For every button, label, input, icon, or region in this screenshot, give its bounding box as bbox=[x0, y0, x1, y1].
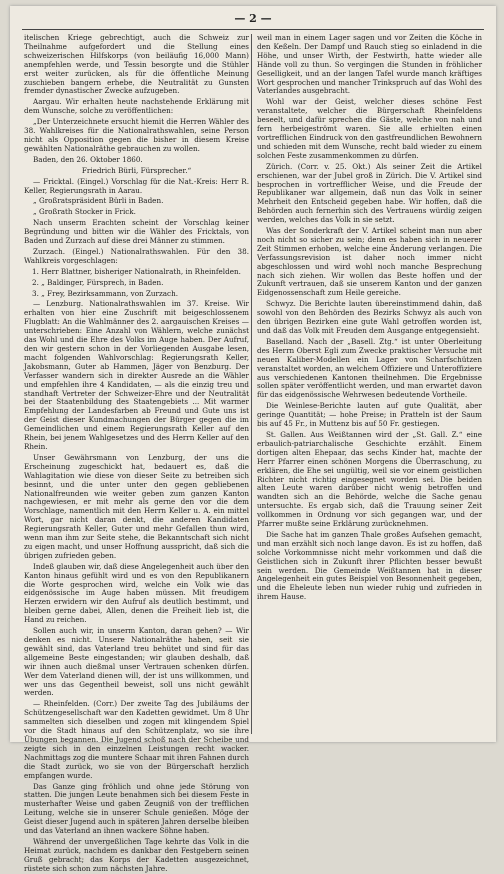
page-number: — 2 — bbox=[234, 12, 272, 25]
right-column-paragraph: Baselland. Nach der „Basell. Ztg.“ ist unter Oberleitung des Herrn Oberst Egli zum Zwecke praktischer Versuche mit neuen Kaliber-Modellen ein Lager von Scharfschützen veranstaltet worden, an welchem Offiziere und Unteroffiziere aus verschiedenen Kantonen theilnehmen. Die Ergebnisse sollen später veröffentlicht werden, und man erwartet davon für das eidgenössische Wehrwesen bedeutende Vortheile. bbox=[257, 336, 482, 400]
left-column-paragraph: 1. Herr Blattner, bisheriger Nationalrath, in Rheinfelden. bbox=[32, 266, 241, 276]
left-column-paragraph: Indeß glauben wir, daß diese Angelegenheit auch über den Kanton hinaus gefühlt wird und es von den Republikanern die Worte gesprochen wird, welche ein Volk wie das eidgenössische im Auge haben müssen. Mit freudigem Herzen erwidern wir den Aufruf als deutlich bestimmt, und bleiben gerne dabei, Allen, denen die Freiheit lieb ist, die Hand zu reichen. bbox=[24, 561, 249, 625]
left-column-paragraph: — Lenzburg. Nationalrathswahlen im 37. Kreise. Wir erhalten von hier eine Zuschrift mit beigeschlossenem Flugblatt: An die Wahlmänner des 2. aargauischen Kreises — unterschrieben: Eine Anzahl von Wählern, welche zunächst das Wohl und die Ehre des Volks im Auge haben. Der Aufruf, den wir gestern schon in der Vorliegenden Ausgabe lesen, macht folgenden Wahlvorschlag: Regierungsrath Keller, Jakobsmann, Guter ab Hammen, Jäger von Benzburg. Der Verfasser wandern sich in direkter Ausrede an die Wähler und empfehlen ihre 4 Kandidaten, — als die einzig treu und standhaft Vertreter der Schweizer-Ehre und der Neutralität bei der Staatenbildung des Staatengebiets ... Mit warmer Empfehlung der Landesfarben ab Freund und Gute uns ist der Geist dieser Kundmachungen der Bürger gegen die im Gemeindlichen und einem Regierungsrath Keller auf den Rhein, bei jenem Wahlgesetzes und des Herrn Keller auf den Rhein. bbox=[24, 299, 249, 451]
right-column bbox=[257, 34, 482, 734]
left-column bbox=[24, 33, 249, 873]
right-column-paragraph: Die Sache hat im ganzen Thale großes Aufsehen gemacht, und man erzählt sich noch lange davon. Es ist zu hoffen, daß solche Vorkommnisse nicht mehr vorkommen und daß die Geistlichen sich in Zukunft ihrer Pflichten besser bewußt sein werden. Die Gemeinde Weißtannen hat in dieser Angelegenheit ein gutes Beispiel von Besonnenheit gegeben, und die Eheleute leben nun wieder ruhig und zufrieden in ihrem Hause. bbox=[257, 529, 482, 602]
left-column-paragraph: Unser Gewährsmann von Lenzburg, der uns die Erscheinung zugeschickt hat, bedauert es, daß die Wahlagitation wie diese von dieser Seite zu betreiben sich besinnt, und die unter unter den gegen gebliebenen Nationalfreunden wie weiter geben zum ganzen Kanton nachgewiesen, er mit mehr als gerne den vor die dem Vorschlage, namentlich mit den Herrn Keller u. A. ein mittel Wort, gar nicht daran denkt, die anderen Kandidaten Regierungsrath Keller, Guter und mehr Gefallen thun wird, wenn man ihm zur Seite stehe, die Bekanntschaft sich nicht zu eigen macht, und unser Hoffnung ausspricht, daß sich die übrigen zufrieden geben. bbox=[24, 452, 249, 560]
left-column-paragraph: Nach unserm Erachten scheint der Vorschlag keiner Begründung und bitten wir die Wähler des Fricktals, von Baden und Zurzach auf diese drei Männer zu stimmen. bbox=[24, 218, 249, 246]
left-column-paragraph: — Rheinfelden. (Corr.) Der zweite Tag des Jubiläums der Schützengesellschaft war den Kadetten gewidmet. Um 8 Uhr sammelten sich dieselben und zogen mit klingendem Spiel vor die Stadt hinaus auf den Schützenplatz, wo sie ihre Übungen begannen. Die Jugend schoß nach der Scheibe und zeigte sich in den einzelnen Leistungen recht wacker. Nachmittags zog die muntere Schaar mit ihren Fahnen durch die Stadt zurück, wo sie von der Bürgerschaft herzlich empfangen wurde. bbox=[24, 699, 249, 780]
left-column-paragraph: — Fricktal. (Eingel.) Vorschlag für die Nat.-Kreis: Herr R. Keller, Regierungsrath in Aarau. bbox=[24, 176, 249, 195]
left-column-paragraph: Baden, den 26. Oktober 1860. bbox=[33, 154, 143, 164]
newspaper-page bbox=[10, 6, 496, 873]
left-column-paragraph: Während der unvergeßlichen Tage kehrte das Volk in die Heimat zurück, nachdem es dankbar den Festgebern seinen Gruß gebracht; das Korps der Kadetten ausgezeichnet, rüstete sich schon zum nächsten Jahre. bbox=[24, 836, 249, 873]
right-column-paragraph: Zürich. (Corr. v. 25. Okt.) Als seiner Zeit die Artikel erschienen, war der Jubel groß in Zürich. Die V. Artikel sind besprochen in vortrefflicher Weise, und die Freude der Republikaner war allgemein, daß nun das Volk in seiner Mehrheit den Entscheid gegeben habe. Wir hoffen, daß die Behörden auch fernerhin sich des Vertrauens würdig zeigen werden, welches das Volk in sie setzt. bbox=[257, 161, 482, 225]
left-column-paragraph: Zurzach. (Eingel.) Nationalrathswahlen. Für den 38. Wahlkreis vorgeschlagen: bbox=[24, 246, 249, 265]
left-column-paragraph: Aargau. Wir erhalten heute nachstehende Erklärung mit dem Wunsche, solche zu veröffentlichen: bbox=[24, 97, 249, 116]
right-column-paragraph: Die Weinlese-Berichte lauten auf gute Qualität, aber geringe Quantität; — hohe Preise; in Pratteln ist der Saum bis auf 45 Fr., in Muttenz bis auf 50 Fr. gestiegen. bbox=[257, 401, 482, 429]
left-column-paragraph: itelischen Kriege gebrechtigt, auch die Schweiz zur Theilnahme aufgefordert und die Stellung eines schweizerischen Hilfskorps (von beiläufig 16,000 Mann) anempfehlen werde, und Tessin besorgte und die Stühler erst weiter zurücken, als für die öffentliche Meinung zuschieben bangern erhebe, die Neutralität zu Gunsten fremder dynastischer Zwecke aufzugeben. bbox=[24, 33, 249, 96]
right-column-paragraph: Schwyz. Die Berichte lauten übereinstimmend dahin, daß sowohl von den Behörden des Bezirks Schwyz als auch von den übrigen Bezirken eine gute Wahl getroffen worden ist, und daß das Volk mit Freuden dem Ausgange entgegensieht. bbox=[257, 299, 482, 335]
right-column-paragraph: Was der Sonderkraft der V. Artikel scheint man nun aber noch nicht so sicher zu sein; denn es haben sich in neuerer Zeit Stimmen erhoben, welche eine Änderung verlangen. Die Verfassungsrevision ist daher noch immer nicht abgeschlossen und wird wohl noch manche Besprechung nach sich ziehen. Wir wollen das Beste hoffen und der Zukunft vertrauen, daß sie unserem Kanton und der ganzen Eidgenossenschaft zum Heile gereiche. bbox=[257, 226, 482, 298]
left-column-paragraph: 2. „ Baldinger, Fürsprech, in Baden. bbox=[32, 277, 164, 287]
left-column-paragraph: „ Großrath Stocker in Frick. bbox=[33, 207, 136, 217]
left-column-paragraph: Das Ganze ging fröhlich und ohne jede Störung von statten. Die jungen Leute benahmen sich bei diesem Feste in musterhafter Weise und gaben Zeugniß von der trefflichen Leitung, welche sie in unserer Schule genießen. Möge der Geist dieser Jugend auch in späteren Jahren derselbe bleiben und das Vaterland an ihnen wackere Söhne haben. bbox=[24, 781, 249, 836]
right-column-paragraph: Wohl war der Geist, welcher dieses schöne Fest veranstaltete, welcher die Bürgerschaft Rheinfeldens beseelt, und dafür sprechen die Gäste, welche von nah und fern herbeigeströmt waren. Sie alle erhielten einen vortrefflichen Eindruck von den gastfreundlichen Bewohnern und schieden mit dem Wunsche, recht bald wieder zu einem solchen Feste zusammenkommen zu dürfen. bbox=[257, 97, 482, 160]
left-column-paragraph: Friedrich Bürli, Fürsprecher.“ bbox=[81, 165, 192, 175]
left-column-paragraph: „Der Unterzeichnete ersucht hiemit die Herren Wähler des 38. Wahlkreises für die Nationalrathswahlen, seine Person nicht als Opposition gegen die bisher in diesem Kreise gewählten Nationalräthe gebrauchen zu wollen. bbox=[24, 117, 249, 153]
left-column-paragraph: Sollen auch wir, in unserm Kanton, daran gehen? — Wir denken es nicht. Unsere Nationalräthe haben, seit sie gewählt sind, das Vaterland treu behütet und sind für das allgemeine Beste eingestanden; wir glauben deshalb, daß wir ihnen auch dießmal unser Vertrauen schenken dürfen. Wer dem Vaterland dienen will, der ist uns willkommen, und wer uns das Gegentheil beweist, soll uns nicht gewählt werden. bbox=[24, 626, 249, 698]
header-rule bbox=[22, 29, 484, 30]
left-column-paragraph: „ Großratspräsident Bürli in Baden. bbox=[33, 196, 164, 206]
column-divider bbox=[251, 34, 252, 734]
left-column-paragraph: 3. „ Frey, Bezirksammann, von Zurzach. bbox=[32, 288, 179, 298]
right-column-paragraph: weil man in einem Lager sagen und vor Zeiten die Köche in den Keßeln. Der Dampf und Rauch stieg so einladend in die Höhe, und unser Wirth, der Festwirth, hatte wieder alle Hände voll zu thun. So vergingen die Stunden in fröhlicher Geselligkeit, und an der langen Tafel wurde manch kräftiges Wort gesprochen und mancher Trinkspruch auf das Wohl des Vaterlandes ausgebracht. bbox=[257, 33, 482, 96]
right-column-paragraph: St. Gallen. Aus Weißtannen wird der „St. Gall. Z.“ eine erbaulich-patriarchalische Geschichte erzählt. Einem dortigen alten Ehepaar, das sechs Kinder hat, machte der Herr Pfarrer einen schönen Morgens die Überraschung, zu erklären, die Ehe sei ungültig, weil sie vor einem geistlichen Richter nicht richtig eingesegnet worden sei. Die beiden alten Leute waren darüber nicht wenig betroffen und wandten sich an die Behörde, welche die Sache genau untersuchte. Es ergab sich, daß die Trauung seiner Zeit vollkommen in Ordnung vor sich gegangen war, und der Pfarrer mußte seine Erklärung zurücknehmen. bbox=[257, 429, 482, 529]
